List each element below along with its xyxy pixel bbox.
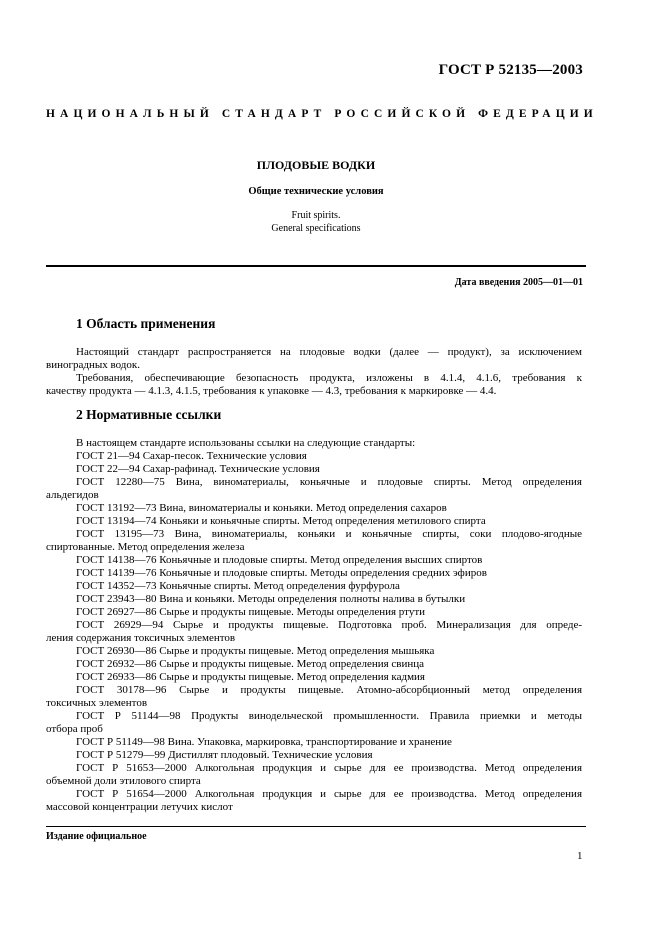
section-1-line: виноградных водок. [46,359,140,371]
reference-line: ГОСТ 21—94 Сахар-песок. Технические условия [76,450,307,462]
section-1-heading: 1 Область применения [76,316,216,331]
document-code: ГОСТ Р 52135—2003 [438,62,583,78]
document-subtitle: Общие технические условия [248,186,384,197]
footer-divider [46,826,586,827]
section-1-line: Настоящий стандарт распространяется на плодовые водки (далее — продукт), за исключением [76,346,582,358]
english-title: Fruit spirits. [291,210,341,221]
english-subtitle: General specifications [271,223,361,234]
reference-line: В настоящем стандарте использованы ссылки на следующие стандарты: [76,437,416,449]
reference-line: ГОСТ Р 51149—98 Вина. Упаковка, маркировка, транспортирование и хранение [76,736,452,748]
reference-line: ГОСТ 14139—76 Коньячные и плодовые спирты. Методы определения средних эфиров [76,567,487,579]
section-1-line: Требования, обеспечивающие безопасность продукта, изложены в 4.1.4, 4.1.6, требования к [76,372,582,384]
reference-line: массовой концентрации летучих кислот [46,801,233,813]
effective-date: Дата введения 2005—01—01 [454,277,583,288]
official-edition-label: Издание официальное [46,831,147,842]
document-title: ПЛОДОВЫЕ ВОДКИ [256,158,376,172]
reference-line: ГОСТ 13195—73 Вина, виноматериалы, коньяки и коньячные спирты, соки плодово-ягодные [76,528,582,540]
reference-line: ГОСТ 30178—96 Сырье и продукты пищевые. Атомно-абсорбционный метод определения [76,684,582,696]
reference-line: ГОСТ 12280—75 Вина, виноматериалы, коньячные и плодовые спирты. Метод определения [76,476,582,488]
national-standard-banner: НАЦИОНАЛЬНЫЙ СТАНДАРТ РОССИЙСКОЙ ФЕДЕРАЦИИ [46,108,598,120]
reference-line: спиртованные. Метод определения железа [46,541,245,553]
reference-line: ГОСТ 13192—73 Вина, виноматериалы и коньяки. Метод определения сахаров [76,502,447,514]
reference-line: токсичных элементов [46,697,148,709]
header-divider [46,265,586,267]
reference-line: ГОСТ 23943—80 Вина и коньяки. Методы определения полноты налива в бутылки [76,593,466,605]
reference-line: ГОСТ 26932—86 Сырье и продукты пищевые. Метод определения свинца [76,658,425,670]
reference-line: отбора проб [46,723,103,735]
reference-line: ГОСТ 14138—76 Коньячные и плодовые спирты. Метод определения высших спиртов [76,554,483,566]
reference-line: ГОСТ 26930—86 Сырье и продукты пищевые. Метод определения мышьяка [76,645,435,657]
reference-line: ГОСТ 26929—94 Сырье и продукты пищевые. Подготовка проб. Минерализация для опреде- [76,619,582,631]
reference-line: объемной доли этилового спирта [46,775,201,787]
reference-line: ления содержания токсичных элементов [46,632,236,644]
section-1-line: качеству продукта — 4.1.3, 4.1.5, требования к упаковке — 4.3, требования к маркировке — 4.4. [46,385,497,397]
reference-line: ГОСТ Р 51144—98 Продукты винодельческой промышленности. Правила приемки и методы [76,710,582,722]
reference-line: ГОСТ Р 51653—2000 Алкогольная продукция и сырье для ее производства. Метод определения [76,762,582,774]
reference-line: ГОСТ 26927—86 Сырье и продукты пищевые. Методы определения ртути [76,606,426,618]
reference-line: альдегидов [46,489,99,501]
reference-line: ГОСТ 13194—74 Коньяки и коньячные спирты. Метод определения метилового спирта [76,515,486,527]
reference-line: ГОСТ Р 51279—99 Дистиллят плодовый. Технические условия [76,749,373,761]
section-2-heading: 2 Нормативные ссылки [76,407,222,422]
reference-line: ГОСТ Р 51654—2000 Алкогольная продукция и сырье для ее производства. Метод определения [76,788,582,800]
reference-line: ГОСТ 26933—86 Сырье и продукты пищевые. Метод определения кадмия [76,671,425,683]
reference-line: ГОСТ 14352—73 Коньячные спирты. Метод определения фурфурола [76,580,400,592]
reference-line: ГОСТ 22—94 Сахар-рафинад. Технические условия [76,463,320,475]
page-number: 1 [577,850,583,862]
